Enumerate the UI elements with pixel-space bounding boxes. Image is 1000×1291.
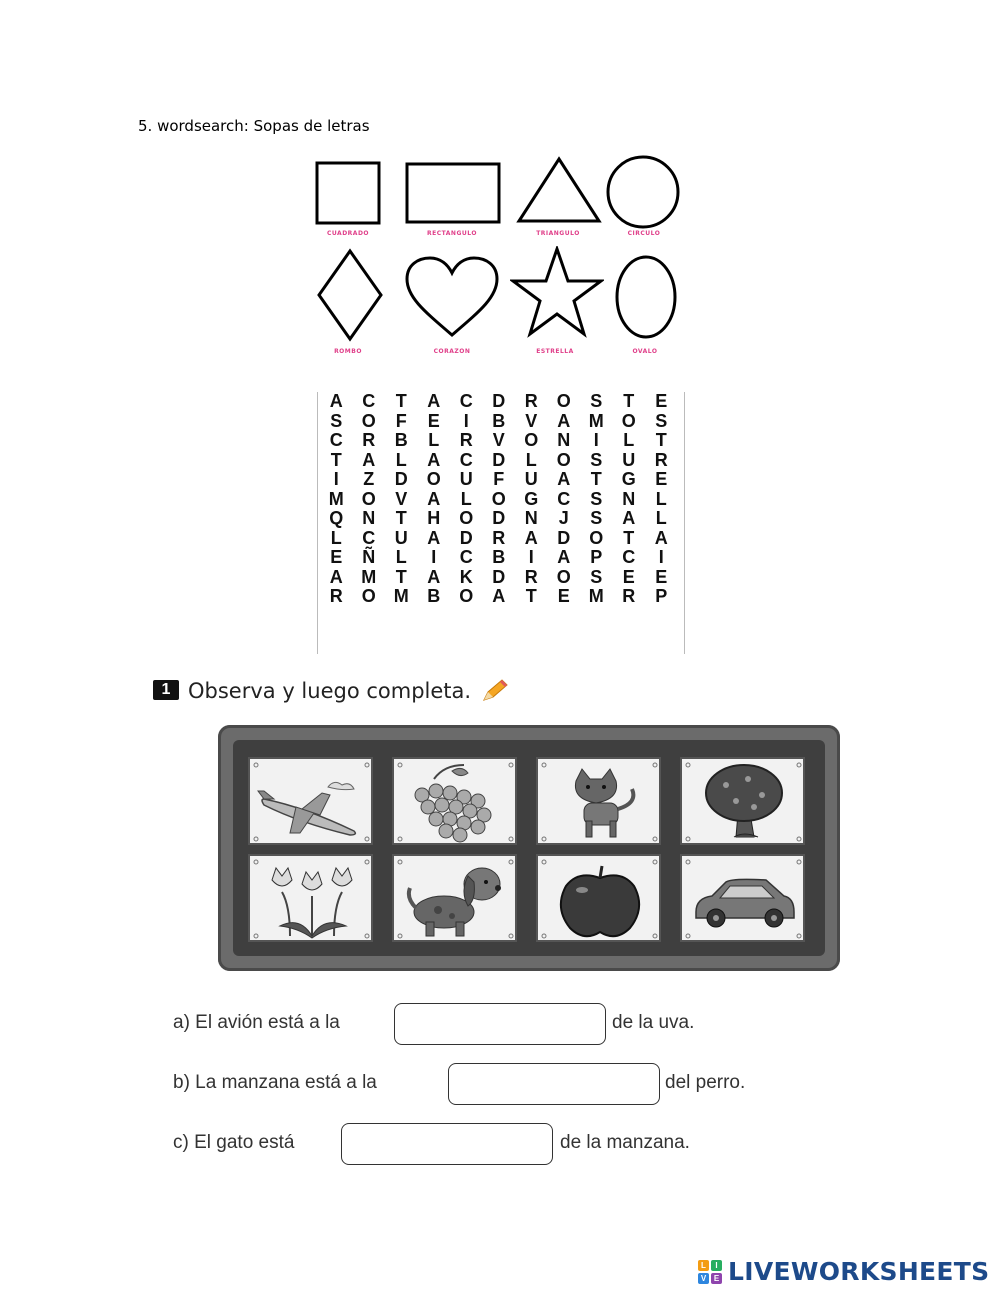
logo-text: LIVEWORKSHEETS [728,1257,990,1286]
shape-label-square: CUADRADO [326,230,370,237]
shape-label-star: ESTRELLA [536,348,574,355]
apple-picture [536,854,661,942]
wordsearch-cell[interactable]: G [621,469,636,489]
wordsearch-cell[interactable]: M [328,488,344,509]
star-shape [510,246,604,338]
wordsearch-cell[interactable]: F [493,469,505,489]
sentence-b-suffix: del perro. [665,1072,746,1093]
wordsearch-cell[interactable]: T [395,508,407,528]
wordsearch-cell[interactable]: C [459,391,473,411]
wordsearch-cell[interactable]: V [492,430,505,450]
wordsearch-cell[interactable]: L [460,488,472,509]
wordsearch-cell[interactable]: S [590,449,603,470]
wordsearch-cell[interactable]: S [655,410,668,431]
wordsearch-cell[interactable]: A [427,566,441,587]
wordsearch-cell[interactable]: M [393,586,409,606]
wordsearch-cell[interactable]: N [557,430,571,450]
wordsearch-cell[interactable]: A [427,488,441,509]
wordsearch-cell[interactable]: L [330,527,342,548]
wordsearch-cell[interactable]: I [593,430,599,450]
wordsearch-cell[interactable]: C [459,547,473,567]
triangle-shape [516,155,602,225]
wordsearch-cell[interactable]: M [588,586,604,606]
wordsearch-row [318,412,684,432]
shape-label-heart: CORAZON [433,348,471,355]
tree-picture [680,757,805,845]
wordsearch-cell[interactable]: O [459,586,474,606]
wordsearch-cell[interactable]: L [428,430,440,450]
wordsearch-cell[interactable]: A [427,449,441,470]
wordsearch-cell[interactable]: L [395,547,407,567]
wordsearch-cell[interactable]: O [621,410,636,431]
wordsearch-cell[interactable]: S [590,391,603,411]
wordsearch-cell[interactable]: B [492,547,506,567]
wordsearch-row [318,451,684,471]
circle-shape [605,154,681,230]
wordsearch-cell[interactable]: D [492,566,506,587]
wordsearch-cell[interactable]: N [622,488,636,509]
wordsearch-row [318,470,684,490]
wordsearch-cell[interactable]: A [329,391,343,411]
wordsearch-cell[interactable]: O [361,410,376,431]
sentence-b-prefix: b) La manzana está a la [173,1072,377,1093]
wordsearch-cell[interactable]: C [362,527,376,548]
wordsearch-cell[interactable]: C [557,488,571,509]
wordsearch-cell[interactable]: V [525,410,538,431]
wordsearch-cell[interactable]: R [329,586,343,606]
tulips-picture [248,854,373,942]
answer-box-a[interactable] [394,1003,606,1045]
exercise-title: Observa y luego completa. [188,679,472,703]
wordsearch-cell[interactable]: C [362,391,376,411]
wordsearch-cell[interactable]: R [362,430,376,450]
wordsearch-cell[interactable]: A [329,566,343,587]
wordsearch-cell[interactable]: A [362,449,376,470]
shape-label-rectangle: RECTANGULO [427,230,477,237]
wordsearch-cell[interactable]: M [588,410,604,431]
wordsearch-cell[interactable]: C [459,449,473,470]
wordsearch-cell[interactable]: T [395,391,407,411]
wordsearch-cell[interactable]: P [655,586,668,606]
wordsearch-cell[interactable]: T [395,566,407,587]
wordsearch-cell[interactable]: E [622,566,635,587]
logo-grid-icon [698,1260,722,1284]
wordsearch-cell[interactable]: E [655,566,668,587]
wordsearch-cell[interactable]: O [459,508,474,528]
sentence-c-prefix: c) El gato está [173,1132,295,1153]
shape-label-rhombus: ROMBO [334,348,362,355]
wordsearch-cell[interactable]: F [395,410,407,431]
wordsearch-cell[interactable]: K [459,566,473,587]
answer-box-b[interactable] [448,1063,660,1105]
liveworksheets-logo [698,1257,989,1286]
wordsearch-row [318,509,684,529]
wordsearch-cell[interactable]: D [492,449,506,470]
wordsearch-cell[interactable]: A [492,586,506,606]
wordsearch-cell[interactable]: C [329,430,343,450]
wordsearch-cell[interactable]: O [556,449,571,470]
wordsearch-row [318,568,684,588]
plane-picture [248,757,373,845]
wordsearch-grid[interactable] [317,392,685,654]
wordsearch-cell[interactable]: E [655,391,668,411]
wordsearch-cell[interactable]: Ñ [362,547,376,567]
wordsearch-cell[interactable]: A [622,508,636,528]
heart-shape [404,255,500,339]
sentence-a-suffix: de la uva. [612,1012,695,1033]
wordsearch-cell[interactable]: C [622,547,636,567]
page-heading: 5. wordsearch: Sopas de letras [138,117,370,135]
wordsearch-row [318,529,684,549]
wordsearch-cell[interactable]: B [394,430,408,450]
wordsearch-cell[interactable]: O [556,391,571,411]
wordsearch-cell[interactable]: E [330,547,343,567]
wordsearch-cell[interactable]: R [654,449,668,470]
wordsearch-cell[interactable]: H [427,508,441,528]
oval-shape [614,254,678,340]
logo-grid-cell: L [698,1260,709,1271]
wordsearch-cell[interactable]: U [394,527,408,548]
wordsearch-cell[interactable]: S [330,410,343,431]
sentence-a-prefix: a) El avión está a la [173,1012,340,1033]
shape-label-circle: CIRCULO [627,230,661,237]
wordsearch-cell[interactable]: T [655,430,667,450]
wordsearch-cell[interactable]: P [590,547,603,567]
wordsearch-cell[interactable]: L [623,430,635,450]
wordsearch-cell[interactable]: A [427,527,441,548]
wordsearch-row [318,490,684,510]
wordsearch-cell[interactable]: D [492,508,506,528]
logo-grid-cell: I [711,1260,722,1271]
wordsearch-cell[interactable]: T [623,391,635,411]
wordsearch-cell[interactable]: D [492,391,506,411]
wordsearch-cell[interactable]: D [394,469,408,489]
grapes-picture [392,757,517,845]
wordsearch-cell[interactable]: J [558,508,569,528]
sentence-c-suffix: de la manzana. [560,1132,690,1153]
dog-picture [392,854,517,942]
rhombus-shape [316,248,384,342]
wordsearch-cell[interactable]: I [333,469,339,489]
wordsearch-cell[interactable]: O [361,488,376,509]
wordsearch-row [318,392,684,412]
shape-label-triangle: TRIANGULO [536,230,580,237]
wordsearch-cell[interactable]: E [427,410,440,431]
logo-grid-cell: E [711,1273,722,1284]
wordsearch-cell[interactable]: I [431,547,437,567]
wordsearch-cell[interactable]: S [590,566,603,587]
wordsearch-cell[interactable]: R [459,430,473,450]
square-shape [314,160,382,226]
rectangle-shape [404,161,502,225]
wordsearch-cell[interactable]: U [622,449,636,470]
wordsearch-cell[interactable]: I [528,547,534,567]
wordsearch-cell[interactable]: O [491,488,506,509]
exercise-number: 1 [153,680,179,700]
wordsearch-cell[interactable]: B [427,586,441,606]
wordsearch-cell[interactable]: T [590,469,602,489]
wordsearch-cell[interactable]: R [524,391,538,411]
wordsearch-cell[interactable]: R [524,566,538,587]
wordsearch-cell[interactable]: R [492,527,506,548]
wordsearch-cell[interactable]: V [395,488,408,509]
wordsearch-cell[interactable]: A [524,527,538,548]
wordsearch-cell[interactable]: A [557,547,571,567]
wordsearch-cell[interactable]: A [557,410,571,431]
wordsearch-cell[interactable]: O [589,527,604,548]
wordsearch-cell[interactable]: M [361,566,377,587]
pencil-icon [480,678,510,704]
shape-label-oval: OVALO [632,348,658,355]
wordsearch-row [318,548,684,568]
wordsearch-cell[interactable]: O [361,586,376,606]
wordsearch-cell[interactable]: T [623,527,635,548]
wordsearch-row [318,587,684,607]
wordsearch-cell[interactable]: L [655,488,667,509]
cat-picture [536,757,661,845]
wordsearch-cell[interactable]: G [524,488,539,509]
wordsearch-cell[interactable]: N [524,508,538,528]
wordsearch-cell[interactable]: R [622,586,636,606]
wordsearch-cell[interactable]: D [557,527,571,548]
wordsearch-cell[interactable]: B [492,410,506,431]
wordsearch-cell[interactable]: A [427,391,441,411]
wordsearch-cell[interactable]: N [362,508,376,528]
wordsearch-cell[interactable]: D [459,527,473,548]
wordsearch-cell[interactable]: E [655,469,668,489]
wordsearch-cell[interactable]: E [557,586,570,606]
wordsearch-cell[interactable]: T [525,586,537,606]
wordsearch-cell[interactable]: L [655,508,667,528]
wordsearch-cell[interactable]: L [525,449,537,470]
wordsearch-cell[interactable]: U [524,469,538,489]
answer-box-c[interactable] [341,1123,553,1165]
wordsearch-cell[interactable]: L [395,449,407,470]
wordsearch-cell[interactable]: Q [329,508,344,528]
wordsearch-cell[interactable]: I [658,547,664,567]
logo-grid-cell: V [698,1273,709,1284]
wordsearch-cell[interactable]: S [590,488,603,509]
wordsearch-cell[interactable]: Z [363,469,375,489]
wordsearch-row [318,431,684,451]
car-picture [680,854,805,942]
wordsearch-cell[interactable]: O [524,430,539,450]
wordsearch-cell[interactable]: T [330,449,342,470]
wordsearch-cell[interactable]: O [556,566,571,587]
wordsearch-cell[interactable]: S [590,508,603,528]
wordsearch-cell[interactable]: I [463,410,469,431]
wordsearch-cell[interactable]: U [459,469,473,489]
wordsearch-cell[interactable]: A [557,469,571,489]
wordsearch-cell[interactable]: A [654,527,668,548]
wordsearch-cell[interactable]: O [426,469,441,489]
